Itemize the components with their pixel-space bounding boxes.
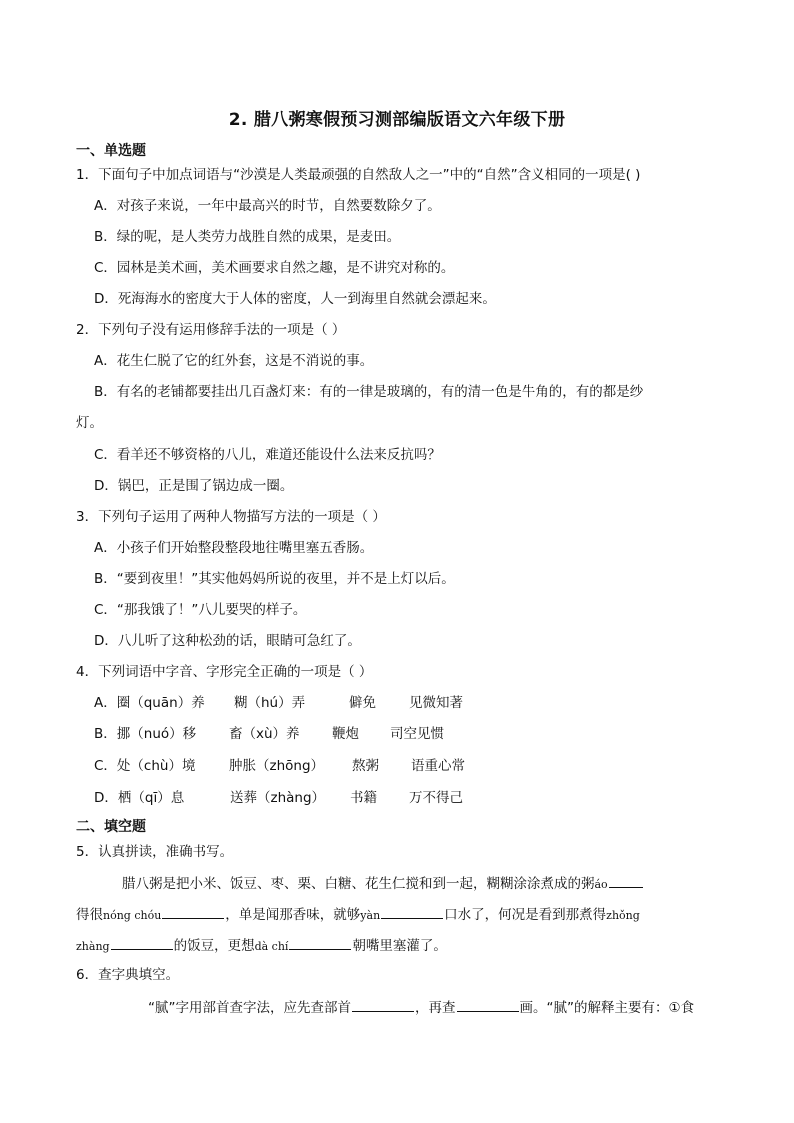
question-5-line-3 <box>76 935 447 956</box>
q5-text-3a: 的饭豆，更想 <box>173 938 255 954</box>
question-1-option-d: D．死海海水的密度大于人体的密度，人一到海里自然就会漂起来。 <box>94 291 496 307</box>
option-c-word-2: 肿胀（zhōng） <box>229 758 325 774</box>
question-5-line-1 <box>122 873 644 894</box>
question-3-option-b: B．“要到夜里！”其实他妈妈所说的夜里，并不是上灯以后。 <box>94 571 455 587</box>
question-1-option-c: C．园林是美术画，美术画要求自然之趣，是不讲究对称的。 <box>94 260 455 276</box>
option-b-word-4: 司空见惯 <box>390 726 444 742</box>
question-2-option-b: B．有名的老铺都要挂出几百盏灯来：有的一律是玻璃的，有的清一色是牛角的，有的都是纱 <box>94 384 644 400</box>
option-d-word-3: 书籍 <box>350 790 377 806</box>
blank-nong-chou[interactable] <box>162 904 224 919</box>
pinyin-ao: áo <box>594 878 608 891</box>
q5-text-1: 腊八粥是把小米、饭豆、枣、栗、白糖、花生仁搅和到一起，糊糊涂涂煮成的粥 <box>122 876 595 892</box>
q5-text-2c: 口水了，何况是看到那煮得 <box>444 907 607 923</box>
blank-yan[interactable] <box>381 904 443 919</box>
blank-stroke-count[interactable] <box>457 997 519 1012</box>
question-4-option-a <box>94 694 463 712</box>
question-5-stem: 5．认真拼读，准确书写。 <box>76 844 234 860</box>
option-b-word-1: B．挪（nuó）移 <box>94 726 197 742</box>
pinyin-zhong: zhǒng <box>606 909 640 922</box>
pinyin-da-chi: dà chí <box>254 940 289 953</box>
blank-ao[interactable] <box>609 873 643 888</box>
question-4-option-b <box>94 725 444 743</box>
question-3-option-a: A．小孩子们开始整段整段地往嘴里塞五香肠。 <box>94 540 374 556</box>
question-2-option-b-continued: 灯。 <box>76 415 103 431</box>
q5-text-3b: 朝嘴里塞灌了。 <box>352 938 447 954</box>
pinyin-zhang: zhàng <box>76 940 110 953</box>
question-3-stem: 3．下列句子运用了两种人物描写方法的一项是（ ） <box>76 509 386 525</box>
section-heading-fill-blank: 二、填空题 <box>76 819 146 835</box>
option-c-word-3: 熬粥 <box>352 758 379 774</box>
question-6-line-1 <box>148 997 694 1017</box>
q6-text-1b: ，再查 <box>415 1000 456 1016</box>
blank-zhong-zhang[interactable] <box>111 935 173 950</box>
page-title: 2. 腊八粥寒假预习测部编版语文六年级下册 <box>228 110 566 130</box>
question-1-stem: 1．下面句子中加点词语与“沙漠是人类最顽强的自然敌人之一”中的“自然”含义相同的一项是( ) <box>76 167 641 183</box>
q5-text-2b: ，单是闻那香味，就够 <box>225 907 361 923</box>
q6-text-1a: “腻”字用部首查字法，应先查部首 <box>148 1000 351 1016</box>
pinyin-nong-chou: nóng chóu <box>103 909 162 922</box>
question-1-option-b: B．绿的呢，是人类劳力战胜自然的成果，是麦田。 <box>94 229 401 245</box>
question-4-stem: 4．下列词语中字音、字形完全正确的一项是（ ） <box>76 664 373 680</box>
blank-radical[interactable] <box>352 997 414 1012</box>
option-a-word-1: A．圈（quān）养 <box>94 695 205 711</box>
option-b-word-2: 畜（xù）养 <box>229 726 300 742</box>
option-a-word-2: 糊（hú）弄 <box>234 695 306 711</box>
option-a-word-4: 见微知著 <box>409 695 463 711</box>
question-2-option-d: D．锅巴，正是围了锅边成一圈。 <box>94 478 294 494</box>
q5-text-2a: 得很 <box>76 907 103 923</box>
section-heading-single-choice: 一、单选题 <box>76 143 146 159</box>
question-4-option-c <box>94 757 465 775</box>
option-d-word-4: 万不得己 <box>409 790 463 806</box>
option-d-word-2: 送葬（zhàng） <box>230 790 326 806</box>
question-6-stem: 6．查字典填空。 <box>76 967 180 983</box>
blank-da-chi[interactable] <box>289 935 351 950</box>
q6-text-1c: 画。“腻”的解释主要有：①食 <box>519 1000 695 1016</box>
question-2-option-c: C．看羊还不够资格的八儿，难道还能设什么法来反抗吗？ <box>94 447 441 463</box>
question-3-option-d: D．八儿听了这种松劲的话，眼睛可急红了。 <box>94 633 361 649</box>
question-2-stem: 2．下列句子没有运用修辞手法的一项是（ ） <box>76 322 346 338</box>
option-b-word-3: 鞭炮 <box>332 726 359 742</box>
option-a-word-3: 僻免 <box>349 695 376 711</box>
option-c-word-1: C．处（chù）境 <box>94 758 196 774</box>
question-4-option-d <box>94 789 463 807</box>
question-5-line-2 <box>76 904 640 925</box>
question-2-option-a: A．花生仁脱了它的红外套，这是不消说的事。 <box>94 353 374 369</box>
question-1-option-a: A．对孩子来说，一年中最高兴的时节，自然要数除夕了。 <box>94 198 441 214</box>
option-c-word-4: 语重心常 <box>411 758 465 774</box>
question-3-option-c: C．“那我饿了！”八儿要哭的样子。 <box>94 602 307 618</box>
pinyin-yan: yàn <box>360 909 381 922</box>
option-d-word-1: D．栖（qī）息 <box>94 790 185 806</box>
